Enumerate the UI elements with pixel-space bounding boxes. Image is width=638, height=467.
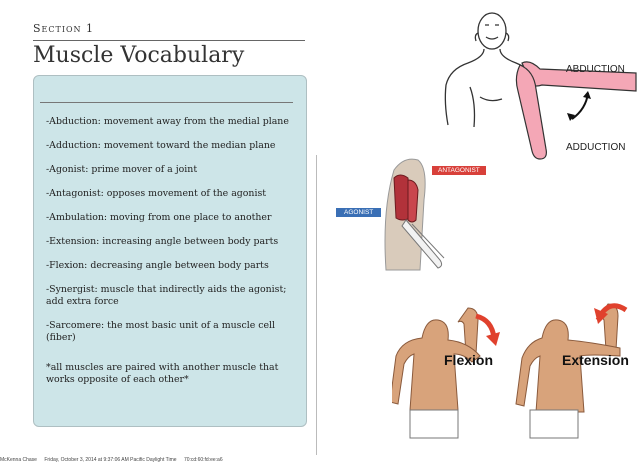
definition-item: -Antagonist: opposes movement of the agonist (46, 188, 267, 199)
vertical-divider (316, 155, 317, 455)
footnote: *all muscles are paired with another muscle that works opposite of each other* (46, 362, 279, 385)
definition-item: -Abduction: movement away from the medial plane (46, 116, 289, 127)
definitions-list (46, 116, 296, 356)
abduction-label: ABDUCTION (566, 64, 625, 75)
section-label: Section 1 (33, 22, 95, 35)
extension-label: Extension (562, 352, 629, 368)
flexion-figure (392, 298, 508, 450)
definition-item: -Agonist: prime mover of a joint (46, 164, 198, 175)
agonist-tag: AGONIST (336, 208, 381, 217)
definition-item: -Extension: increasing angle between body parts (46, 236, 279, 247)
footer-author: McKenna Chase (0, 457, 37, 463)
footer-datetime: Friday, October 3, 2014 at 9:37:06 AM Pacific Daylight Time (44, 457, 177, 463)
definition-item: -Adduction: movement toward the median plane (46, 140, 276, 151)
adduction-label: ADDUCTION (566, 142, 626, 153)
definition-item: -Flexion: decreasing angle between body parts (46, 260, 269, 271)
footer-id: 70:cd:60:fd:ee:a6 (183, 457, 223, 463)
page-title: Muscle Vocabulary (33, 43, 245, 68)
definition-item: -Synergist: muscle that indirectly aids the agonist; add extra force (46, 284, 287, 307)
title-rule (33, 40, 305, 41)
extension-figure (512, 290, 638, 450)
definition-item: -Ambulation: moving from one place to another (46, 212, 272, 223)
antagonist-tag: ANTAGONIST (432, 166, 486, 175)
footer (0, 457, 229, 463)
definition-item: -Sarcomere: the most basic unit of a muscle cell (fiber) (46, 320, 276, 343)
panel-rule (40, 102, 293, 103)
flexion-label: Flexion (444, 352, 494, 368)
